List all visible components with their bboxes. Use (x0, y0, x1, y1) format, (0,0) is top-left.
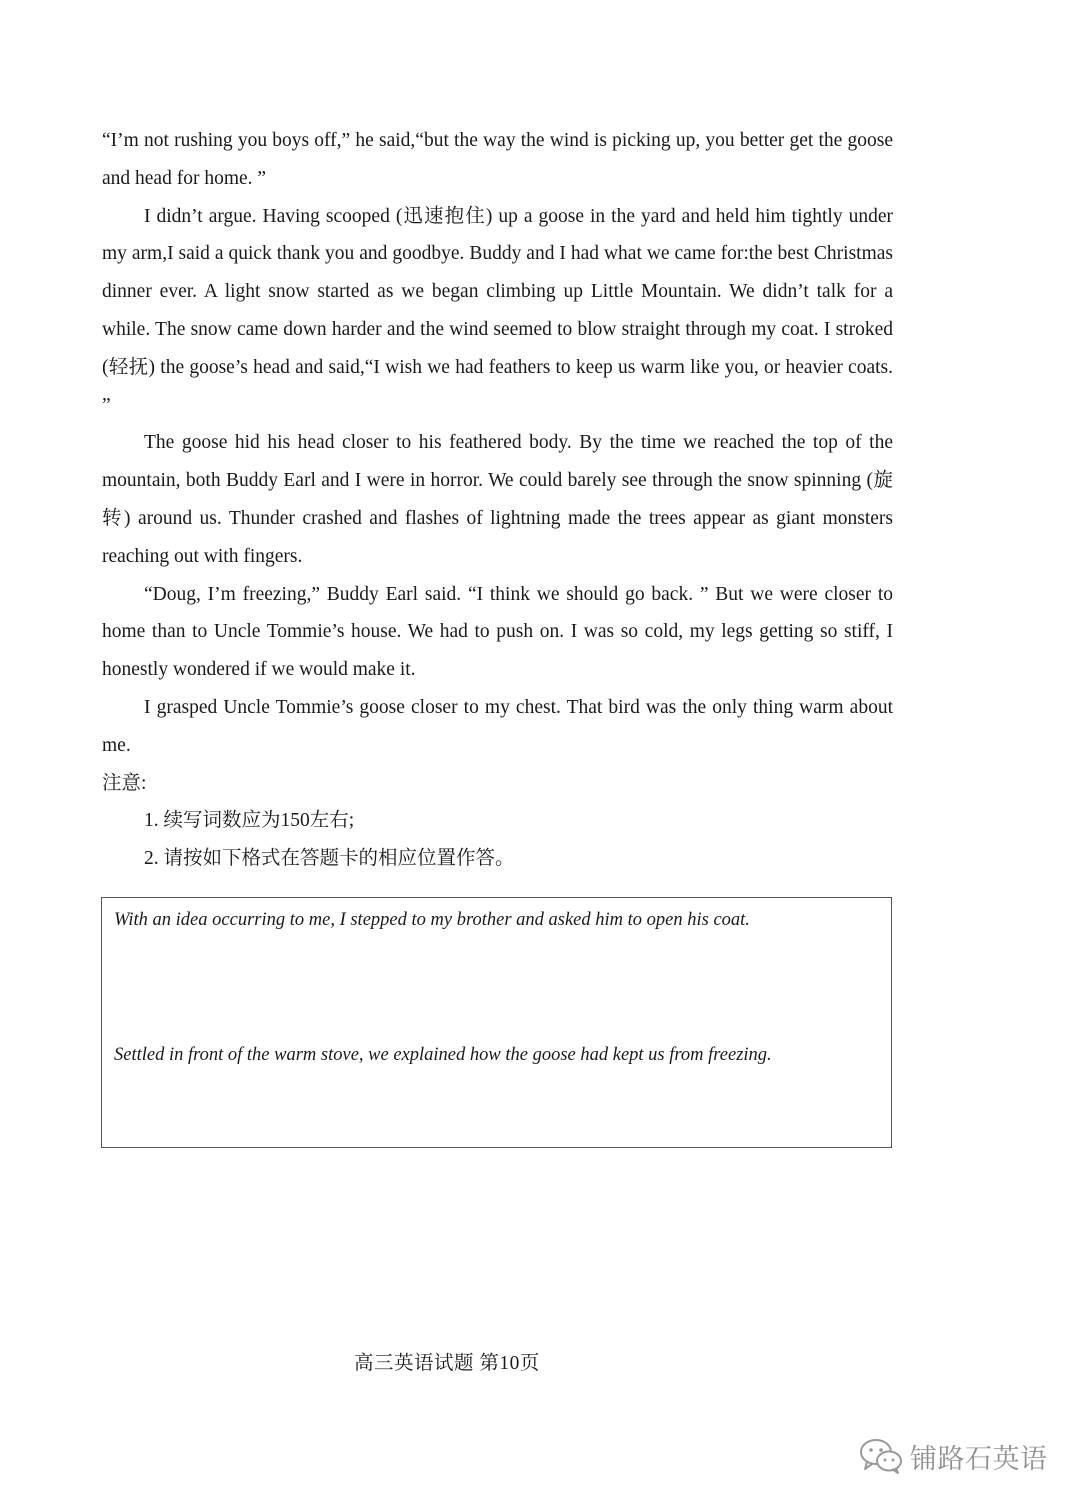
page-footer: 高三英语试题 第10页 (354, 1353, 540, 1374)
answer-box (101, 897, 892, 1148)
paragraph-1: “I’m not rushing you boys off,” he said,“but the way the wind is picking up, you better get the goose and head for home. ” (102, 130, 893, 189)
paragraph-3: The goose hid his head closer to his feathered body. By the time we reached the top of the mountain, both Buddy Earl and I were in horror. We could barely see through the snow spinning (旋转) around us. Thunder crashed and flashes of lightning made the trees appear as giant monsters reaching out with fingers. (102, 432, 893, 567)
page-content (102, 122, 893, 878)
note-item-1: 1. 续写词数应为150左右; (144, 810, 355, 832)
watermark (858, 1434, 1048, 1478)
paragraph-2: I didn’t argue. Having scooped (迅速抱住) up a goose in the yard and held him tightly under my arm,I said a quick thank you and goodbye. Buddy and I had what we came for:the best Christmas dinner ever. A light snow started as we began climbing up Little Mountain. We didn’t talk for a while. The snow came down harder and the wind seemed to blow straight through my coat. I stroked (轻抚) the goose’s head and said,“I wish we had feathers to keep us warm like you, or heavier coats. ” (102, 205, 893, 416)
wechat-icon (858, 1436, 904, 1476)
watermark-text: 铺路石英语 (910, 1443, 1048, 1475)
notes-title: 注意: (102, 772, 147, 794)
answer-box-opening-line: With an idea occurring to me, I stepped to my brother and asked him to open his coat. (114, 910, 750, 930)
paragraph-5: I grasped Uncle Tommie’s goose closer to my chest. That bird was the only thing warm about me. (102, 696, 893, 756)
note-item-2: 2. 请按如下格式在答题卡的相应位置作答。 (144, 848, 515, 870)
paragraph-4: “Doug, I’m freezing,” Buddy Earl said. “I think we should go back. ” But we were closer to home than to Uncle Tommie’s house. We had to push on. I was so cold, my legs getting so stiff, I honestly wondered if we would make it. (102, 583, 893, 681)
answer-box-second-paragraph-line: Settled in front of the warm stove, we explained how the goose had kept us from freezing. (114, 1045, 772, 1065)
